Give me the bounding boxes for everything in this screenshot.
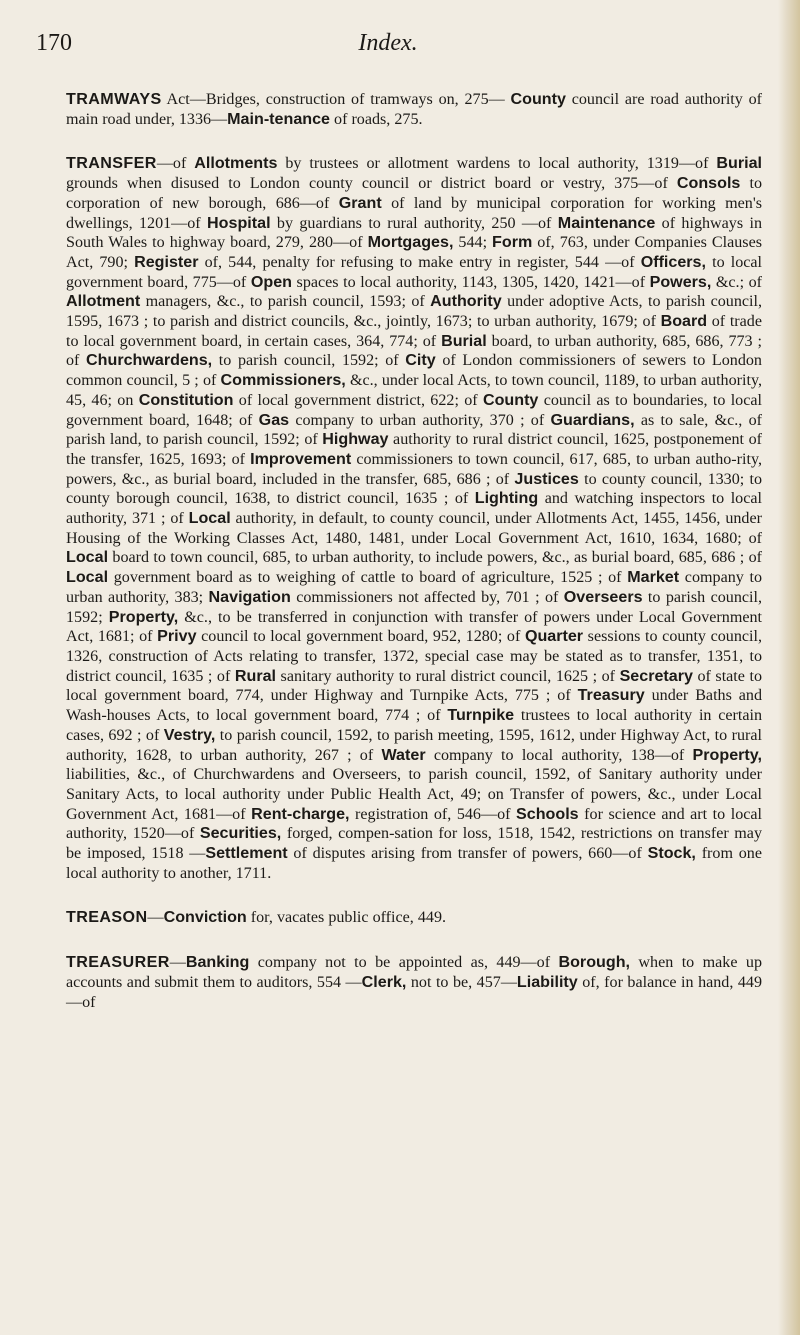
subheading: Burial xyxy=(716,154,762,173)
entry-text: of state to local government board, 774, under Highway and Turnpike Acts, 775 ; of xyxy=(66,667,762,705)
subheading: Water xyxy=(381,745,426,764)
page-edge-shadow xyxy=(778,0,800,1335)
page-header xyxy=(36,24,740,64)
subheading: Churchwardens, xyxy=(86,351,213,370)
entry-text: &c., under local Acts, to town council, 1189, to urban authority, 45, 46; on xyxy=(66,372,762,409)
subheading: Grant xyxy=(338,193,382,212)
subheading: Market xyxy=(627,568,680,587)
entry-heading: TRANSFER xyxy=(66,154,157,173)
subheading: County xyxy=(510,90,566,108)
entry-text: spaces to local authority, 1143, 1305, 1420, 1421—of xyxy=(292,273,650,291)
subheading: Hospital xyxy=(207,213,271,232)
entry-text: of, 544, penalty for refusing to make entry in register, 544 —of xyxy=(198,253,641,271)
entry-heading: TRAMWAYS xyxy=(66,90,162,108)
subheading: Open xyxy=(250,272,292,291)
entry-text: council as to boundaries, to local government board, 1648; of xyxy=(66,391,762,429)
entry-text: council to local government board, 952, 1280; of xyxy=(196,628,525,646)
entry-text: government board as to weighing of cattle to board of agriculture, 1525 ; of xyxy=(108,569,628,587)
subheading: Property, xyxy=(108,607,179,626)
index-entries xyxy=(66,90,762,1037)
entry-text: not to be, 457— xyxy=(406,973,517,991)
entry-text: for, vacates public office, 449. xyxy=(246,909,447,927)
subheading: Mortgages, xyxy=(367,233,454,252)
entry-text: company to local authority, 138—of xyxy=(425,746,693,764)
entry-text: — xyxy=(147,909,164,927)
subheading: Rural xyxy=(234,666,277,685)
subheading: Guardians, xyxy=(550,410,635,429)
entry-text: company to urban authority, 383; xyxy=(66,569,763,606)
subheading: Improvement xyxy=(250,449,352,468)
entry-text: of highways in South Wales to highway board, 279, 280—of xyxy=(66,214,763,252)
entry-text: registration of, 546—of xyxy=(349,805,517,823)
subheading: Borough, xyxy=(558,953,630,972)
subheading: Liability xyxy=(516,972,578,991)
subheading: Schools xyxy=(516,804,579,823)
subheading: Local xyxy=(188,509,231,528)
subheading: Burial xyxy=(441,331,487,350)
subheading: Stock, xyxy=(647,844,696,863)
entry-text: to county council, 1330; to county borough council, 1638, to district council, 1635 ; of xyxy=(66,470,762,508)
entry-text: of trade to local government board, in certain cases, 364, 774; of xyxy=(66,313,762,350)
subheading: Powers, xyxy=(649,272,712,291)
subheading: Vestry, xyxy=(163,725,216,744)
subheading: Constitution xyxy=(138,390,234,409)
entry-text: grounds when disused to London county council or district board or vestry, 375—of xyxy=(66,175,677,193)
entry-text: Act—Bridges, construction of tramways on, 275— xyxy=(161,91,511,108)
entry-text: —of xyxy=(156,155,195,173)
entry-text: board to town council, 685, to urban authority, to include powers, &c., as burial board, 685, 686 ; of xyxy=(108,549,762,567)
entry-text: &c.; of xyxy=(711,273,763,291)
index-entry-treason xyxy=(66,908,762,928)
entry-text: company not to be appointed as, 449—of xyxy=(249,954,559,972)
entry-text: authority, in default, to county council, under Allotments Act, 1455, 1456, under Housing of the Working Classes Act, 1480, 1481, under Local Government Act, 1610, 1634, 1680; of xyxy=(66,510,762,547)
entry-text: council are road authority of main road under, 1336— xyxy=(66,91,762,128)
entry-text: managers, &c., to parish council, 1593; of xyxy=(140,293,431,311)
subheading: Justices xyxy=(514,469,579,488)
entry-text: when to make up accounts and submit them to auditors, 554 — xyxy=(66,954,762,991)
entry-text: and watching inspectors to local authority, 371 ; of xyxy=(66,490,762,528)
entry-text: of local government district, 622; of xyxy=(233,391,483,409)
subheading: Navigation xyxy=(208,587,291,606)
subheading: Quarter xyxy=(524,627,584,646)
entry-text: to parish council, 1592, to parish meeting, 1595, 1612, under Highway Act, to rural authority, 1628, to urban authority, 267 ; of xyxy=(66,726,762,764)
entry-text: — xyxy=(169,954,186,972)
subheading: Banking xyxy=(185,953,250,972)
subheading: Allotment xyxy=(66,292,141,311)
subheading: Turnpike xyxy=(447,706,515,725)
subheading: Property, xyxy=(692,745,762,764)
subheading: Local xyxy=(66,568,109,587)
subheading: Clerk, xyxy=(361,972,407,991)
subheading: Secretary xyxy=(619,666,693,685)
entry-text: &c., to be transferred in conjunction with transfer of powers under Local Government Act, 1681; of xyxy=(66,608,762,646)
entry-text: liabilities, &c., of Churchwardens and Overseers, to parish council, 1592, of Sanitary authority under Sanitary Acts, to local authority under Public Health Act, 49; on Transfer of powers, &c., under Local Government Act, 1681—of xyxy=(66,766,762,823)
entry-text: commissioners not affected by, 701 ; of xyxy=(290,588,564,606)
entry-text: of land by municipal corporation for working men's dwellings, 1201—of xyxy=(66,194,763,232)
entry-text: of London commissioners of sewers to London common council, 5 ; of xyxy=(66,352,762,390)
entry-heading: TREASON xyxy=(66,908,148,927)
entry-text: for science and art to local authority, 1520—of xyxy=(66,805,762,843)
subheading: Privy xyxy=(157,627,197,646)
entry-text: to parish council, 1592; of xyxy=(212,352,406,370)
subheading: Form xyxy=(492,233,533,252)
index-entry-tramways xyxy=(66,90,762,129)
entry-text: of, 763, under Companies Clauses Act, 790; xyxy=(66,234,762,271)
subheading: Allotments xyxy=(194,154,278,173)
entry-text: sanitary authority to rural district council, 1625 ; of xyxy=(276,667,620,685)
entry-text: board, to urban authority, 685, 686, 773 ; of xyxy=(66,332,762,370)
entry-text: of disputes arising from transfer of powers, 660—of xyxy=(287,845,648,863)
entry-text: company to urban authority, 370 ; of xyxy=(289,411,551,429)
entry-text: under Baths and Wash-houses Acts, to local government board, 774 ; of xyxy=(66,687,762,725)
entry-text: 544; xyxy=(453,234,493,252)
subheading: Overseers xyxy=(563,587,643,606)
entry-text: to parish council, 1592; xyxy=(66,588,762,626)
subheading: Rent-charge, xyxy=(251,804,350,823)
subheading: Securities, xyxy=(199,824,282,843)
subheading: Treasury xyxy=(577,686,645,705)
subheading: Settlement xyxy=(205,844,288,863)
page-number: 170 xyxy=(36,30,72,56)
subheading: Consols xyxy=(676,174,741,193)
subheading: Authority xyxy=(430,292,502,311)
entry-text: by trustees or allotment wardens to local authority, 1319—of xyxy=(277,155,717,173)
entry-text: of, for balance in hand, 449—of xyxy=(66,973,763,1011)
entry-text: as to sale, &c., of parish land, to parish council, 1592; of xyxy=(66,411,762,449)
entry-text: trustees to local authority in certain cases, 692 ; of xyxy=(66,707,762,744)
entry-text: to local government board, 775—of xyxy=(66,253,763,291)
index-entry-treasurer xyxy=(66,953,762,1012)
entry-text: authority to rural district council, 1625, postponement of the transfer, 1625, 1693; of xyxy=(66,431,762,468)
subheading: Maintenance xyxy=(557,213,656,232)
entry-text: sessions to county council, 1326, construction of Acts relating to transfer, 1372, special case may be stated as to transfer, 1351, to district council, 1635 ; of xyxy=(66,628,762,685)
subheading: Main-tenance xyxy=(227,109,330,128)
subheading: Lighting xyxy=(474,489,539,508)
subheading: Conviction xyxy=(163,908,247,927)
subheading: Board xyxy=(660,312,708,331)
entry-text: forged, compen-sation for loss, 1518, 1542, restrictions on transfer may be imposed, 1518 — xyxy=(66,825,762,863)
subheading: Commissioners, xyxy=(220,371,346,390)
entry-text: from one local authority to another, 1711. xyxy=(66,845,762,882)
entry-text: under adoptive Acts, to parish council, 1595, 1673 ; to parish and district councils, &c., jointly, 1673; to urban authority, 1679; of xyxy=(66,293,763,331)
subheading: County xyxy=(482,390,539,409)
subheading: Officers, xyxy=(640,252,706,271)
entry-text: by guardians to rural authority, 250 —of xyxy=(270,214,558,232)
entry-heading: TREASURER xyxy=(66,953,170,972)
subheading: Register xyxy=(134,252,199,271)
entry-text: to corporation of new borough, 686—of xyxy=(66,175,762,212)
subheading: Local xyxy=(66,548,109,567)
subheading: Highway xyxy=(322,430,389,449)
running-title: Index. xyxy=(358,30,418,56)
subheading: City xyxy=(405,351,436,370)
index-entry-transfer xyxy=(66,154,762,883)
entry-text: of roads, 275. xyxy=(330,110,423,128)
subheading: Gas xyxy=(258,410,290,429)
entry-text: commissioners to town council, 617, 685, to urban autho-rity, powers, &c., as burial board, included in the transfer, 685, 686 ; of xyxy=(66,450,762,488)
